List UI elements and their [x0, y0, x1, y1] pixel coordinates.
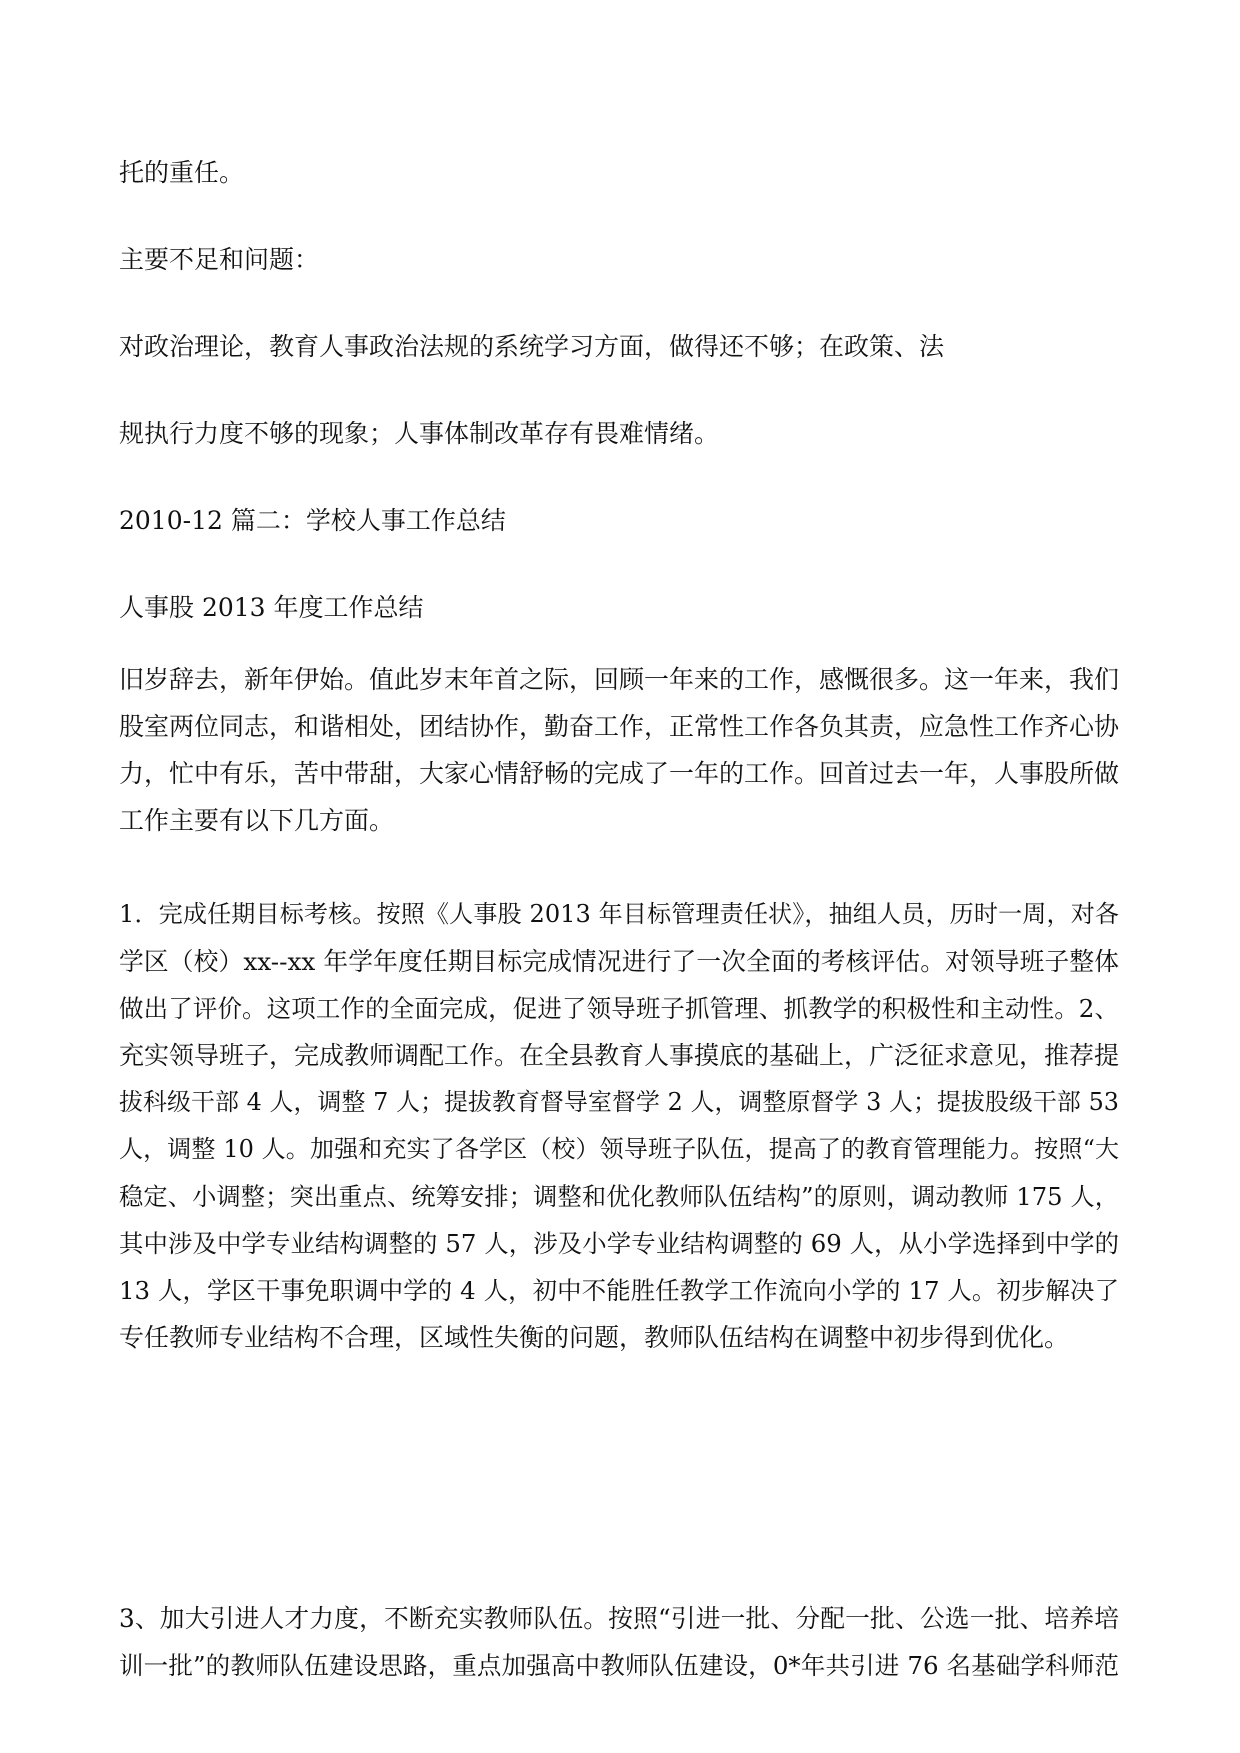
section-heading: 主要不足和问题： [119, 245, 320, 274]
article-title: 2010-12 篇二：学校人事工作总结 [119, 506, 506, 535]
paragraph-line: 旧岁辞去，新年伊始。值此岁末年首之际，回顾一年来的工作，感慨很多。这一年来，我们 [119, 665, 1120, 694]
intro-paragraph [119, 656, 1119, 844]
paragraph-line: 训一批”的教师队伍建设思路，重点加强高中教师队伍建设，0*年共引进 76 名基础学科师范 [119, 1651, 1119, 1680]
paragraph-line: 充实领导班子，完成教师调配工作。在全县教育人事摸底的基础上，广泛征求意见，推荐提 [119, 1041, 1120, 1070]
paragraph-line: 稳定、小调整；突出重点、统筹安排；调整和优化教师队伍结构”的原则，调动教师 175 人， [119, 1182, 1119, 1211]
paragraph-line: 人，调整 10 人。加强和充实了各学区（校）领导班子队伍，提高了的教育管理能力。按照“大 [119, 1135, 1119, 1163]
paragraph-line: 其中涉及中学专业结构调整的 57 人，涉及小学专业结构调整的 69 人，从小学选择到中学的 [119, 1229, 1119, 1258]
section-1-paragraph [119, 891, 1119, 1361]
paragraph-line: 专任教师专业结构不合理，区域性失衡的问题，教师队伍结构在调整中初步得到优化。 [119, 1323, 1070, 1352]
section-3-paragraph [119, 1595, 1119, 1689]
text-line: 托的重任。 [119, 158, 245, 187]
paragraph-line: 1．完成任期目标考核。按照《人事股 2013 年目标管理责任状》，抽组人员，历时一周，对各 [119, 900, 1119, 928]
paragraph-line: 拔科级干部 4 人，调整 7 人；提拔教育督导室督学 2 人，调整原督学 3 人；提拔股级干部 53 [119, 1088, 1119, 1116]
paragraph-line: 3、加大引进人才力度，不断充实教师队伍。按照“引进一批、分配一批、公选一批、培养培 [119, 1604, 1119, 1633]
text-line: 规执行力度不够的现象；人事体制改革存有畏难情绪。 [119, 419, 720, 448]
paragraph-line: 股室两位同志，和谐相处，团结协作，勤奋工作，正常性工作各负其责，应急性工作齐心协 [119, 712, 1120, 741]
text-line: 对政治理论，教育人事政治法规的系统学习方面，做得还不够；在政策、法 [119, 332, 945, 361]
paragraph-line: 力，忙中有乐，苦中带甜，大家心情舒畅的完成了一年的工作。回首过去一年，人事股所做 [119, 759, 1120, 788]
paragraph-line: 工作主要有以下几方面。 [119, 806, 395, 835]
paragraph-line: 13 人，学区干事免职调中学的 4 人，初中不能胜任教学工作流向小学的 17 人。初步解决了 [119, 1276, 1119, 1305]
paragraph-line: 做出了评价。这项工作的全面完成，促进了领导班子抓管理、抓教学的积极性和主动性。2、 [119, 994, 1119, 1023]
paragraph-line: 学区（校）xx--xx 年学年度任期目标完成情况进行了一次全面的考核评估。对领导班子整体 [119, 947, 1119, 976]
report-title: 人事股 2013 年度工作总结 [119, 593, 424, 622]
